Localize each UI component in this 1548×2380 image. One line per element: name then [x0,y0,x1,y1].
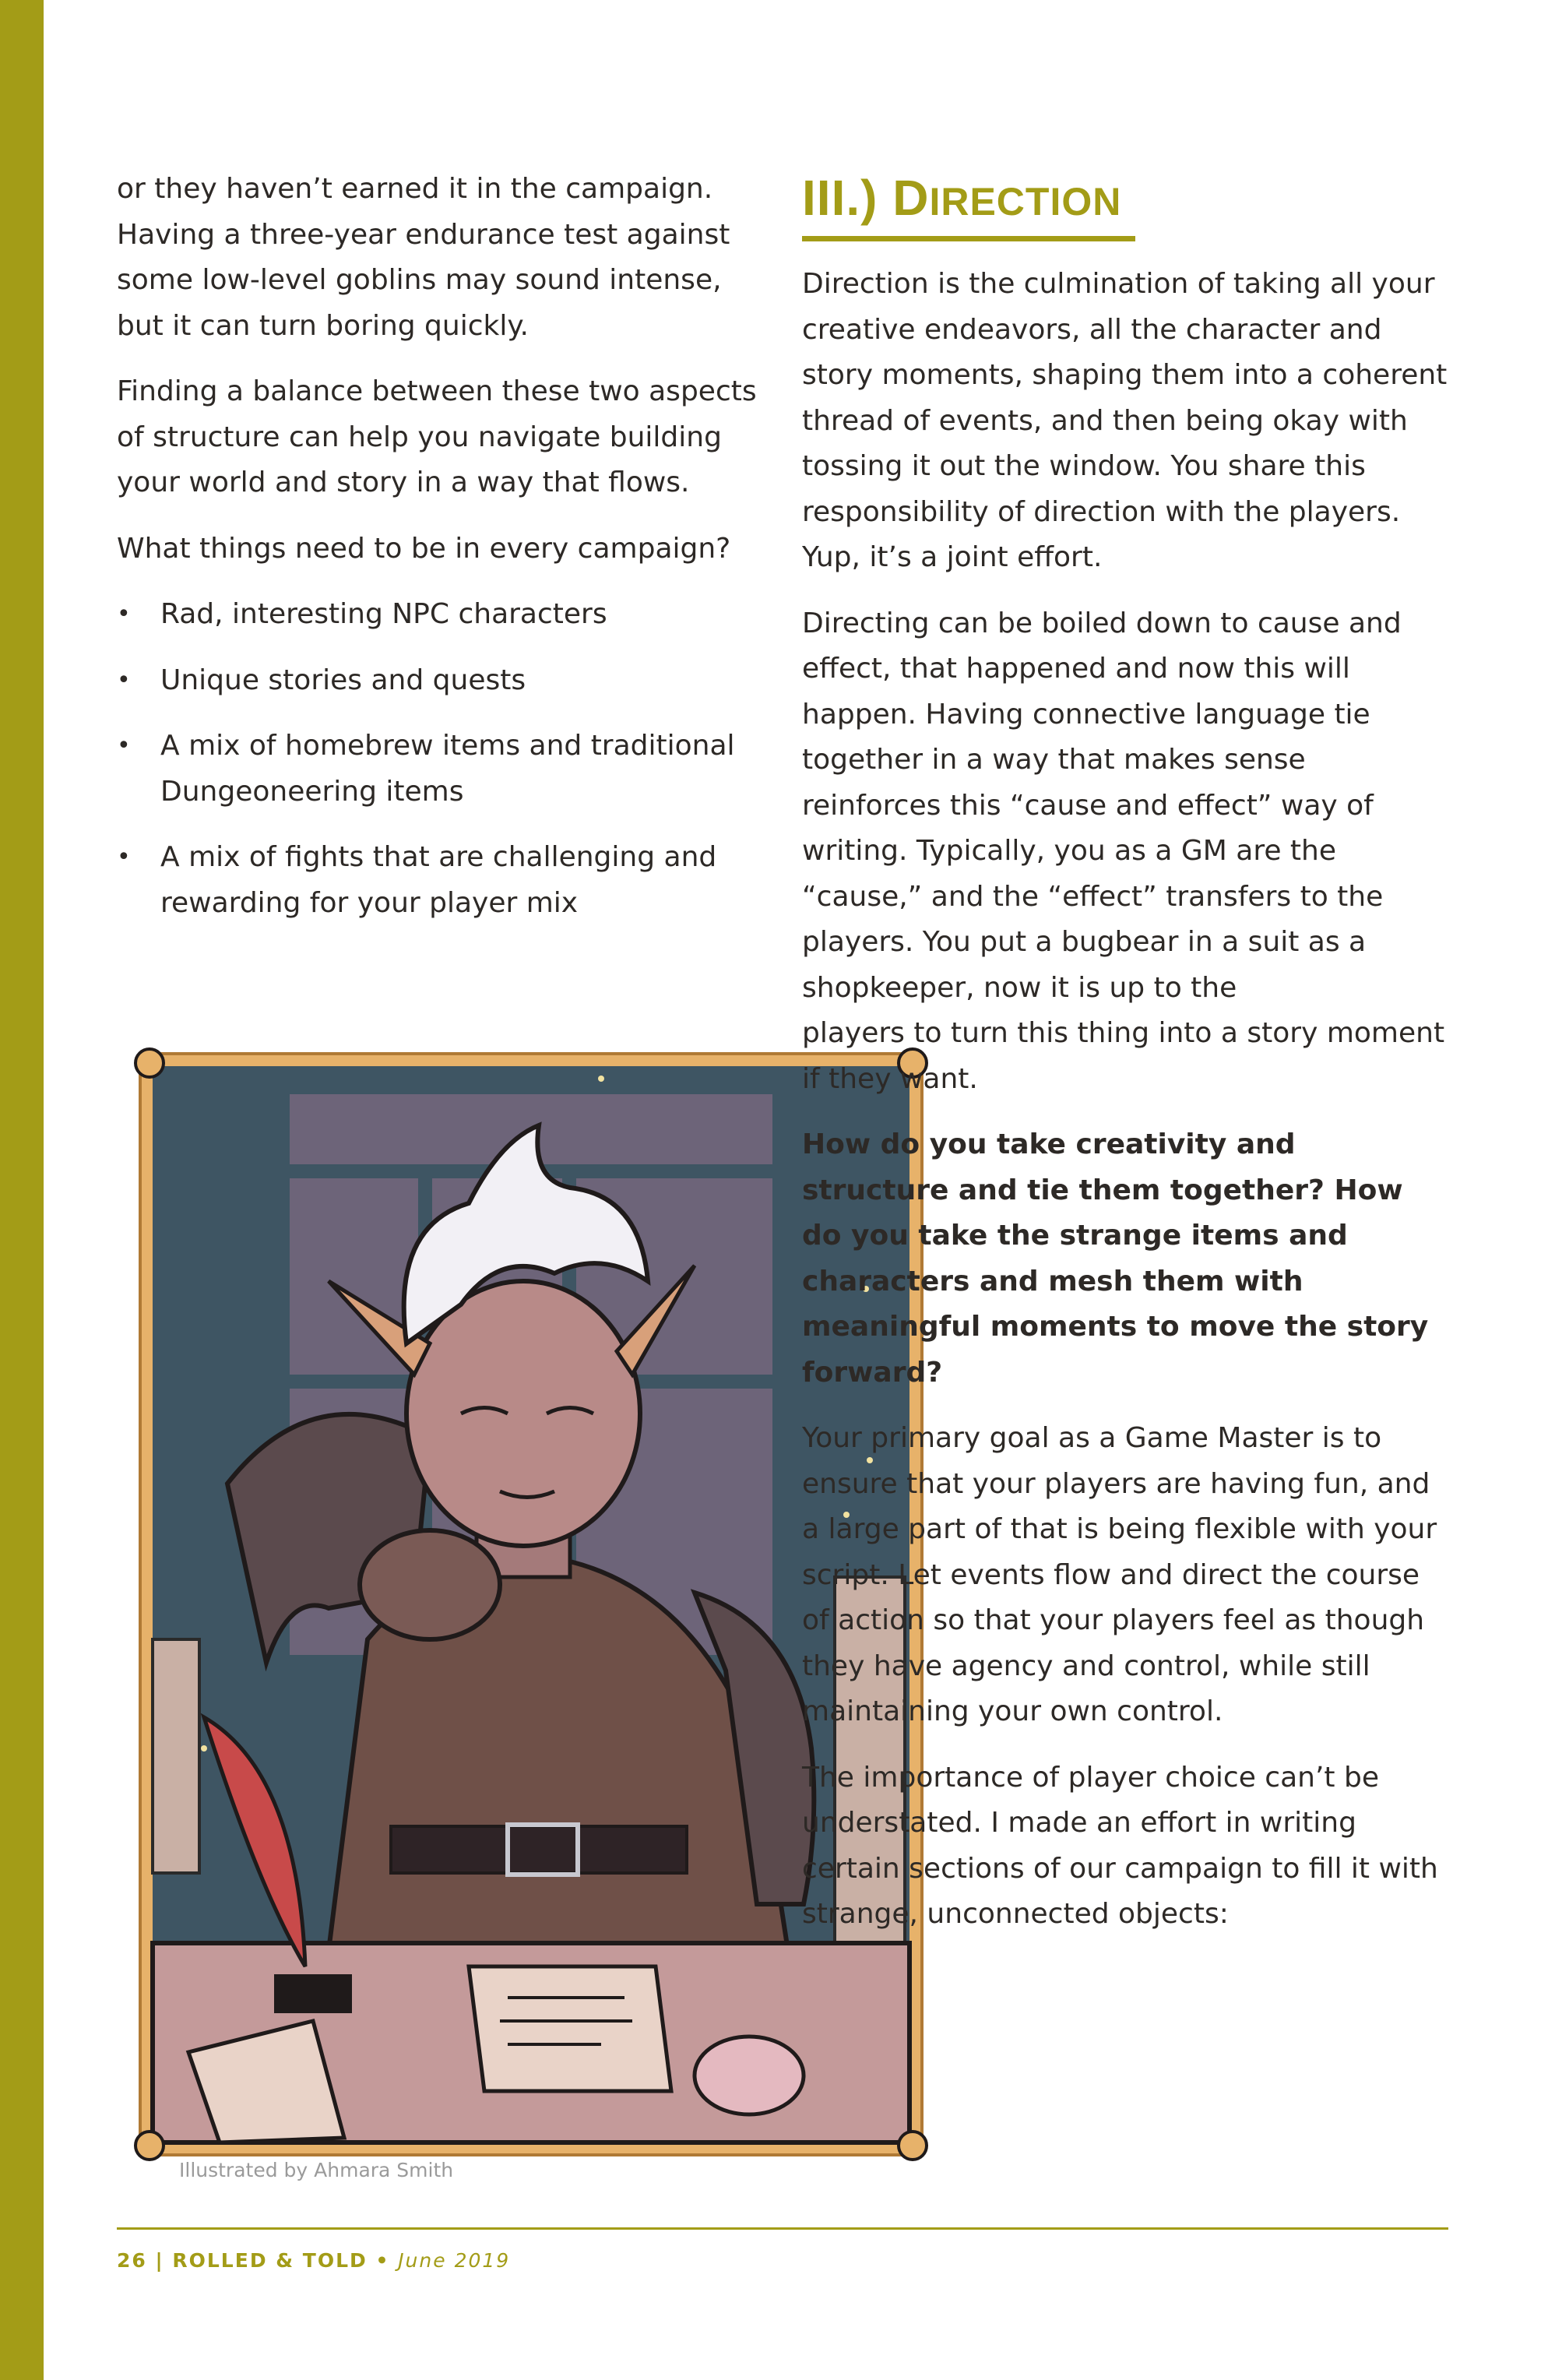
heading-cap: D [892,170,930,226]
body-paragraph: What things need to be in every campaign? [117,532,731,565]
body-paragraph: Finding a balance between these two aspects of structure can help you navigate building your world and story in a way that flows. [117,375,757,498]
list-item: • A mix of fights that are challenging and rewarding for your player mix [117,835,763,926]
body-paragraph: Direction is the culmination of taking all your creative endeavors, all the character and story moments, shaping them into a coherent thread of events, and then being okay with tossing it out the window. You share this responsibility of direction with the players. Yup, it’s a joint effort. [802,268,1448,573]
body-paragraph: Directing can be boiled down to cause and effect, that happened and now this will happen. Having connective language tie together in a way that makes sense reinforces this “cause and effect” way of writing. Typically, you as a GM are the “cause,” and the “effect” transfers to the players. You put a bugbear in a suit as a shopkeeper, now it is up to the [802,607,1402,1004]
section-heading [802,167,1121,233]
body-paragraph: or they haven’t earned it in the campaign. Having a three-year endurance test against some low-level goblins may sound intense, but it can turn boring quickly. [117,173,730,342]
page-number: 26 [117,2249,147,2272]
pull-question: How do you take creativity and structure and tie them together? How do you take the strange items and characters and mesh them with meaningful moments to move the story forward? [802,1128,1429,1389]
left-column [117,167,763,946]
heading-prefix: III.) [802,170,893,226]
footer-separator: | [155,2249,164,2272]
accent-side-bar [0,0,44,2380]
list-item: • Unique stories and quests [117,658,763,704]
body-paragraph: Your primary goal as a Game Master is to ensure that your players are having fun, and a large part of that is being flexible with your script. Let events flow and direct the course of action so that your players feel as though they have agency and control, while still maintaining your own control. [802,1422,1437,1727]
magazine-name: ROLLED & TOLD [172,2249,368,2272]
page-footer [117,2249,510,2272]
heading-rest: IRECTION [929,180,1122,224]
list-item: • Rad, interesting NPC characters [117,592,763,638]
list-item: • A mix of homebrew items and traditional Dungeoneering items [117,724,763,815]
illustration-credit: Illustrated by Ahmara Smith [179,2159,454,2181]
footer-bullet: • [375,2249,390,2272]
body-paragraph: The importance of player choice can’t be understated. I made an effort in writing certain sections of our campaign to fill it with strange, unconnected objects: [802,1761,1438,1930]
right-column [802,167,1448,1958]
footer-rule [117,2227,1448,2230]
campaign-checklist [117,592,763,926]
body-paragraph-continued: players to turn this thing into a story moment if they want. [802,1017,1445,1095]
issue-date: June 2019 [398,2249,511,2272]
heading-underline [802,236,1135,241]
